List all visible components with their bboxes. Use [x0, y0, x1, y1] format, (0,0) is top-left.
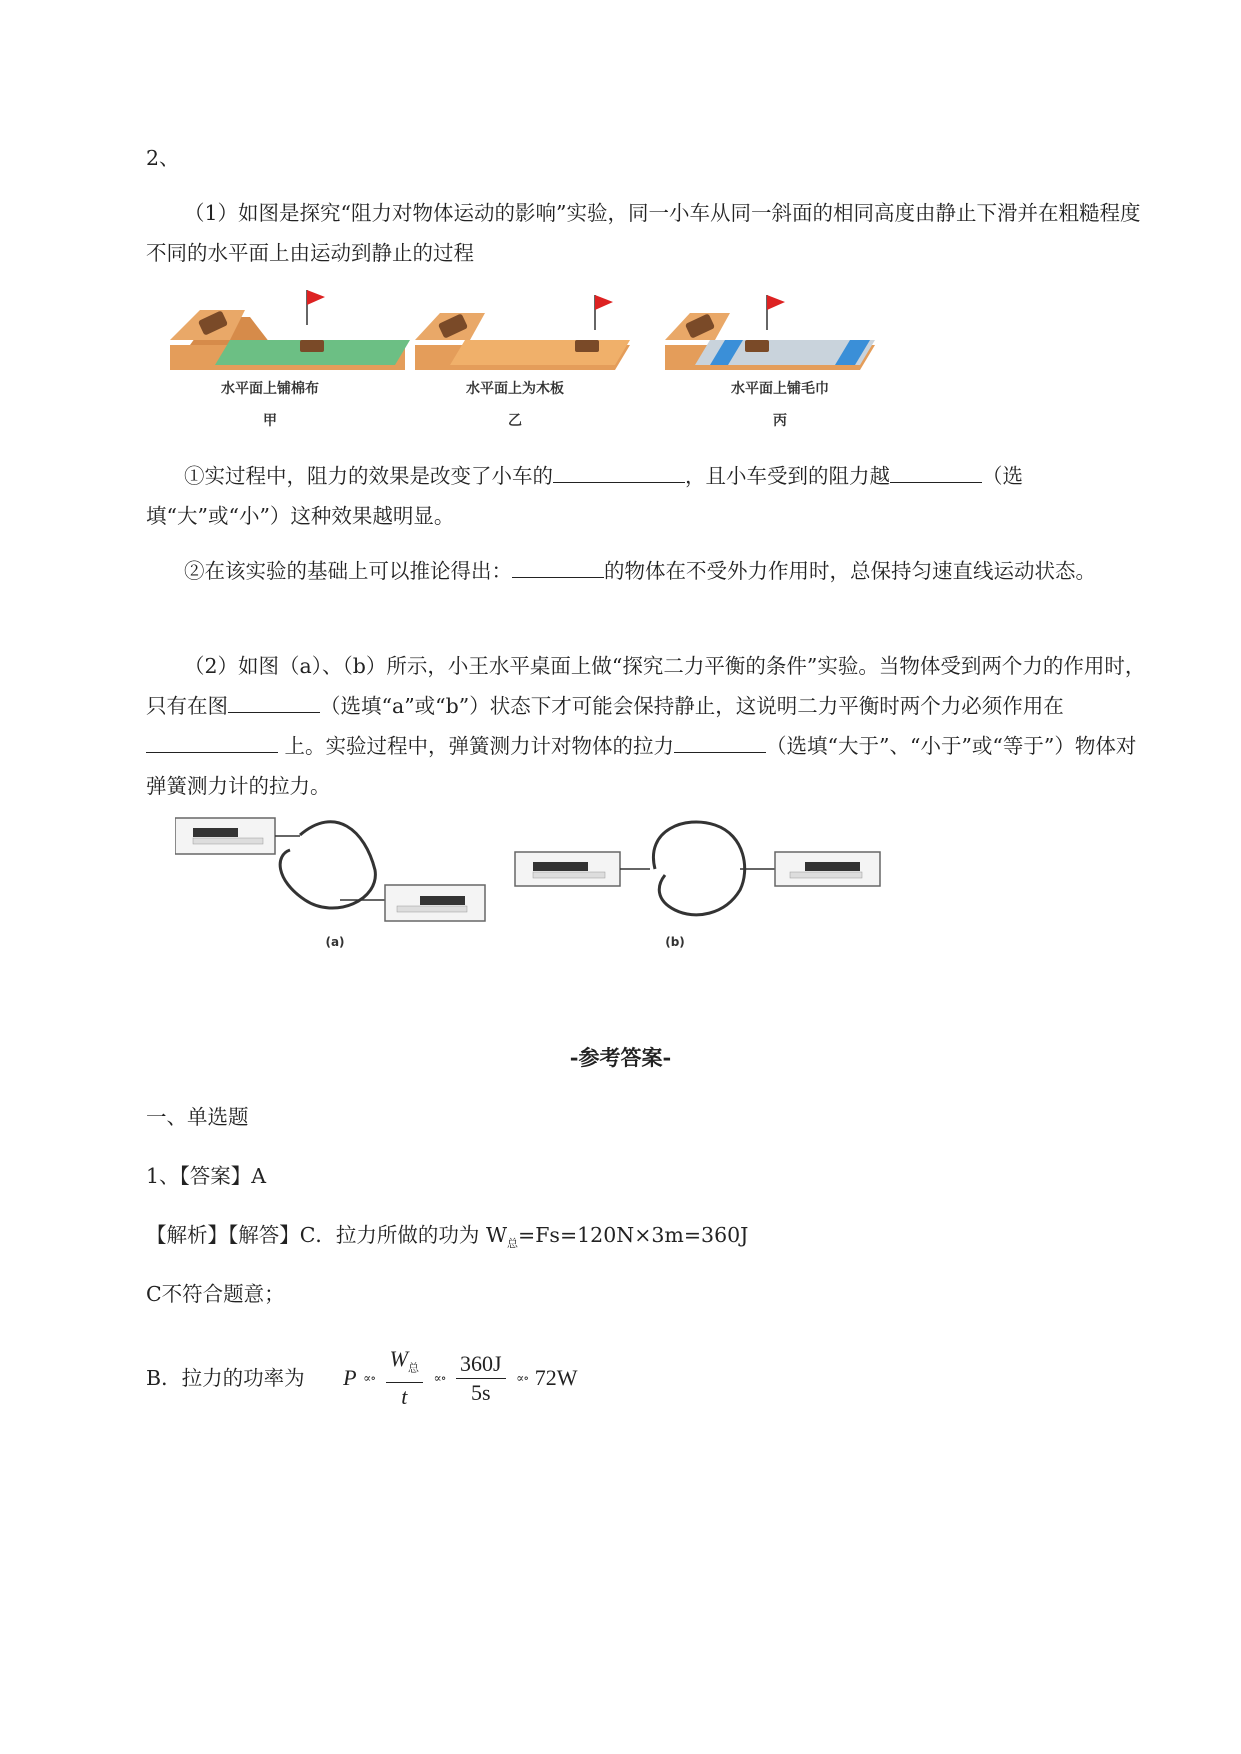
part1-intro: （1）如图是探究“阻力对物体运动的影响”实验，同一小车从同一斜面的相同高度由静止下滑并在粗糙程度不同的水平面上由运动到静止的过程 — [146, 201, 1141, 265]
b-prefix: B．拉力的功率为 — [146, 1366, 305, 1391]
panel-caption: 水平面上铺毛巾 — [731, 381, 829, 397]
part2-paragraph — [146, 646, 1146, 806]
formula-result: 72W — [534, 1365, 578, 1391]
part2-text-a: （2）如图（a）、（b）所示，小王水平桌面上做“探究二力平衡的条件”实验。当物体受到两个力的作用时，只有在图 — [146, 654, 1146, 718]
analysis-subscript: 总 — [507, 1237, 519, 1251]
panel-caption: 水平面上为木板 — [466, 381, 564, 397]
part2-text-c: 上。实验过程中，弹簧测力计对物体的拉力 — [278, 734, 675, 758]
answer-blank[interactable] — [512, 551, 604, 578]
panel-label: 乙 — [508, 413, 522, 429]
part2-text-d: （选填“大于”、“小于”或“等于”）物体对弹簧测力计的拉力。 — [146, 734, 1137, 798]
answer-line: 1、【答案】A — [146, 1164, 267, 1188]
answer-blank[interactable] — [890, 456, 982, 483]
figure-a-label: (a) — [325, 935, 345, 949]
section-heading: 一、单选题 — [146, 1105, 249, 1129]
q1-text-a: ①实过程中，阻力的效果是改变了小车的 — [184, 464, 553, 488]
answer-blank[interactable] — [146, 726, 278, 753]
formula-sep: ∝∘ — [433, 1371, 446, 1386]
formula-num2: 360J — [456, 1350, 506, 1379]
c-line: C不符合题意； — [146, 1282, 285, 1306]
formula-fraction-1 — [386, 1345, 423, 1411]
analysis-rest: =Fs=120N×3m=360J — [518, 1223, 749, 1247]
panel-caption: 水平面上铺棉布 — [221, 381, 319, 397]
q2-text-b: 的物体在不受外力作用时，总保持匀速直线运动状态。 — [604, 559, 1096, 583]
formula-den2: 5s — [471, 1379, 491, 1405]
formula-den1: t — [401, 1384, 408, 1410]
incline-experiment-figure — [170, 285, 990, 445]
formula-sep: ∝∘ — [516, 1371, 529, 1386]
part2-text-b: （选填“a”或“b”）状态下才可能会保持静止，这说明二力平衡时两个力必须作用在 — [320, 694, 1064, 718]
figure-a — [175, 818, 485, 949]
question-2-line — [146, 551, 1146, 591]
formula-num1-sub: 总 — [407, 1362, 419, 1375]
answer-blank[interactable] — [228, 686, 320, 713]
analysis-prefix: 【解析】【解答】C．拉力所做的功为 W — [146, 1223, 508, 1247]
answer-blank[interactable] — [553, 456, 685, 483]
panel-towel — [665, 295, 875, 429]
figure-b-label: (b) — [665, 935, 685, 949]
panel-label: 丙 — [773, 413, 787, 429]
formula-p: P — [343, 1365, 357, 1391]
q1-text-b: ，且小车受到的阻力越 — [685, 464, 890, 488]
analysis-line — [146, 1215, 1146, 1264]
figure-b — [515, 822, 880, 949]
panel-label: 甲 — [263, 413, 277, 429]
answer-blank[interactable] — [674, 726, 766, 753]
q1-text-c: （选填“大”或“小”）这种效果越明显。 — [146, 464, 1023, 528]
question-1-line — [146, 456, 1146, 536]
panel-wood — [415, 295, 630, 429]
question-number: 2、 — [146, 146, 180, 170]
spring-balance-figure — [175, 810, 995, 960]
answer-title: -参考答案- — [569, 1045, 672, 1070]
formula-sep: ∝∘ — [363, 1371, 376, 1386]
formula-num1: W — [389, 1346, 408, 1371]
q2-text-a: ②在该实验的基础上可以推论得出： — [184, 559, 512, 583]
power-formula-line — [146, 1345, 1146, 1411]
formula-fraction-2 — [456, 1350, 506, 1407]
panel-cotton — [170, 290, 410, 429]
